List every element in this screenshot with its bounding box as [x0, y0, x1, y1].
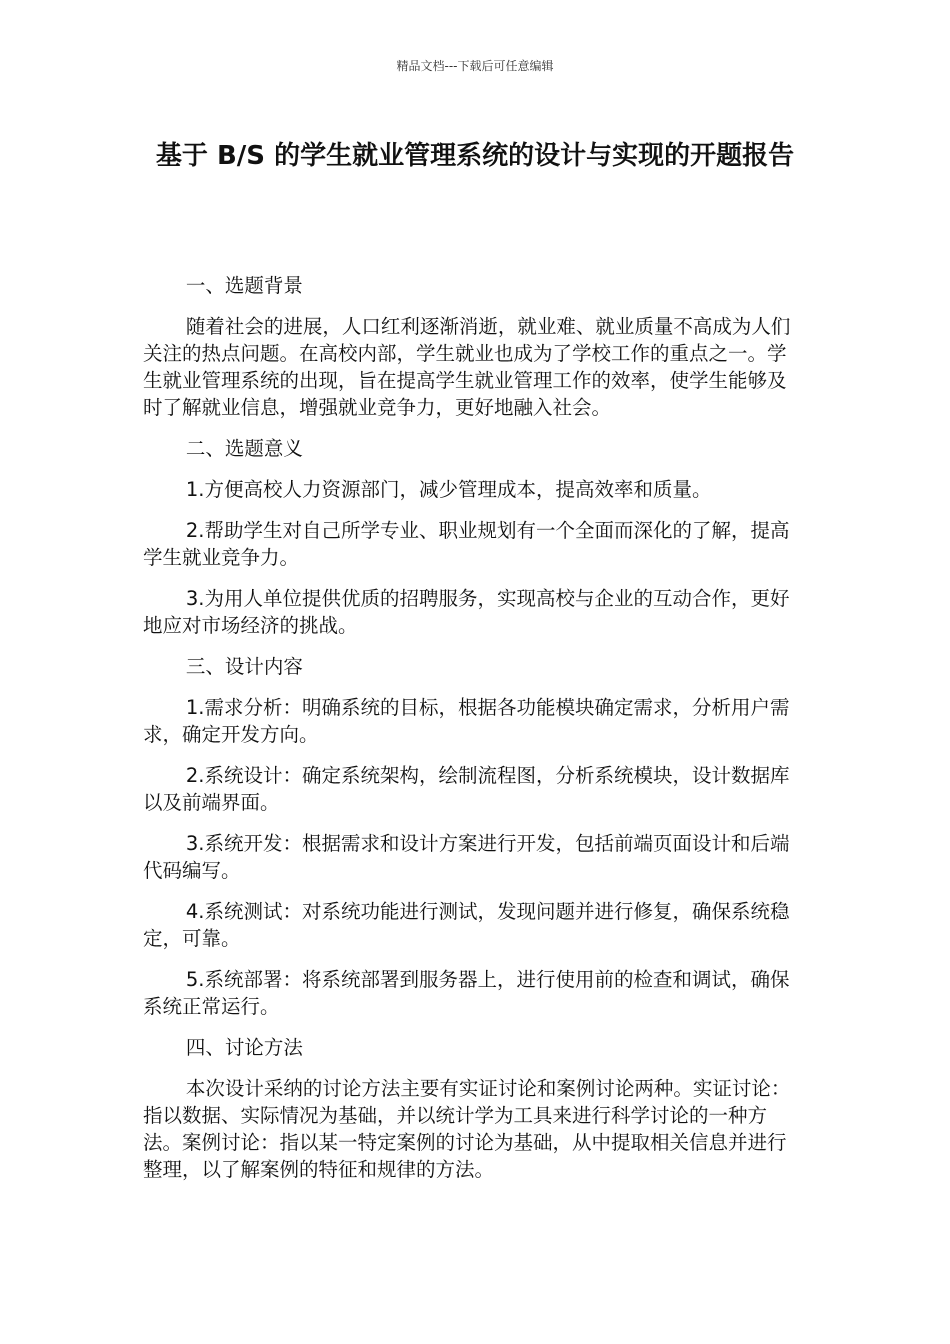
document-body	[143, 272, 793, 1197]
section-heading-methods: 四、讨论方法	[185, 1036, 303, 1059]
section-heading-significance: 二、选题意义	[185, 437, 303, 460]
document-title: 基于 B/S 的学生就业管理系统的设计与实现的开题报告	[155, 141, 795, 171]
paragraph-design-3: 3.系统开发：根据需求和设计方案进行开发，包括前端页面设计和后端代码编写。	[143, 832, 790, 882]
paragraph-design-1: 1.需求分析：明确系统的目标，根据各功能模块确定需求，分析用户需求，确定开发方向。	[143, 696, 790, 746]
paragraph-significance-3: 3.为用人单位提供优质的招聘服务，实现高校与企业的互动合作，更好地应对市场经济的挑战。	[143, 587, 790, 637]
paragraph-design-2: 2.系统设计：确定系统架构，绘制流程图，分析系统模块，设计数据库以及前端界面。	[143, 764, 790, 814]
paragraph-significance-1: 1.方便高校人力资源部门，减少管理成本，提高效率和质量。	[185, 478, 712, 501]
page-header: 精品文档---下载后可任意编辑	[396, 59, 554, 73]
paragraph-significance-2: 2.帮助学生对自己所学专业、职业规划有一个全面而深化的了解，提高学生就业竞争力。	[143, 519, 790, 569]
paragraph-design-4: 4.系统测试：对系统功能进行测试，发现问题并进行修复，确保系统稳定，可靠。	[143, 900, 790, 950]
section-heading-design-content: 三、设计内容	[185, 655, 303, 678]
paragraph-background: 随着社会的进展，人口红利逐渐消逝，就业难、就业质量不高成为人们关注的热点问题。在高校内部，学生就业也成为了学校工作的重点之一。学生就业管理系统的出现，旨在提高学生就业管理工作的效率，使学生能够及时了解就业信息，增强就业竞争力，更好地融入社会。	[143, 315, 791, 419]
section-heading-background: 一、选题背景	[185, 274, 303, 297]
paragraph-design-5: 5.系统部署：将系统部署到服务器上，进行使用前的检查和调试，确保系统正常运行。	[143, 968, 790, 1018]
paragraph-methods: 本次设计采纳的讨论方法主要有实证讨论和案例讨论两种。实证讨论：指以数据、实际情况为基础，并以统计学为工具来进行科学讨论的一种方法。案例讨论：指以某一特定案例的讨论为基础，从中提取相关信息并进行整理，以了解案例的特征和规律的方法。	[143, 1077, 791, 1181]
